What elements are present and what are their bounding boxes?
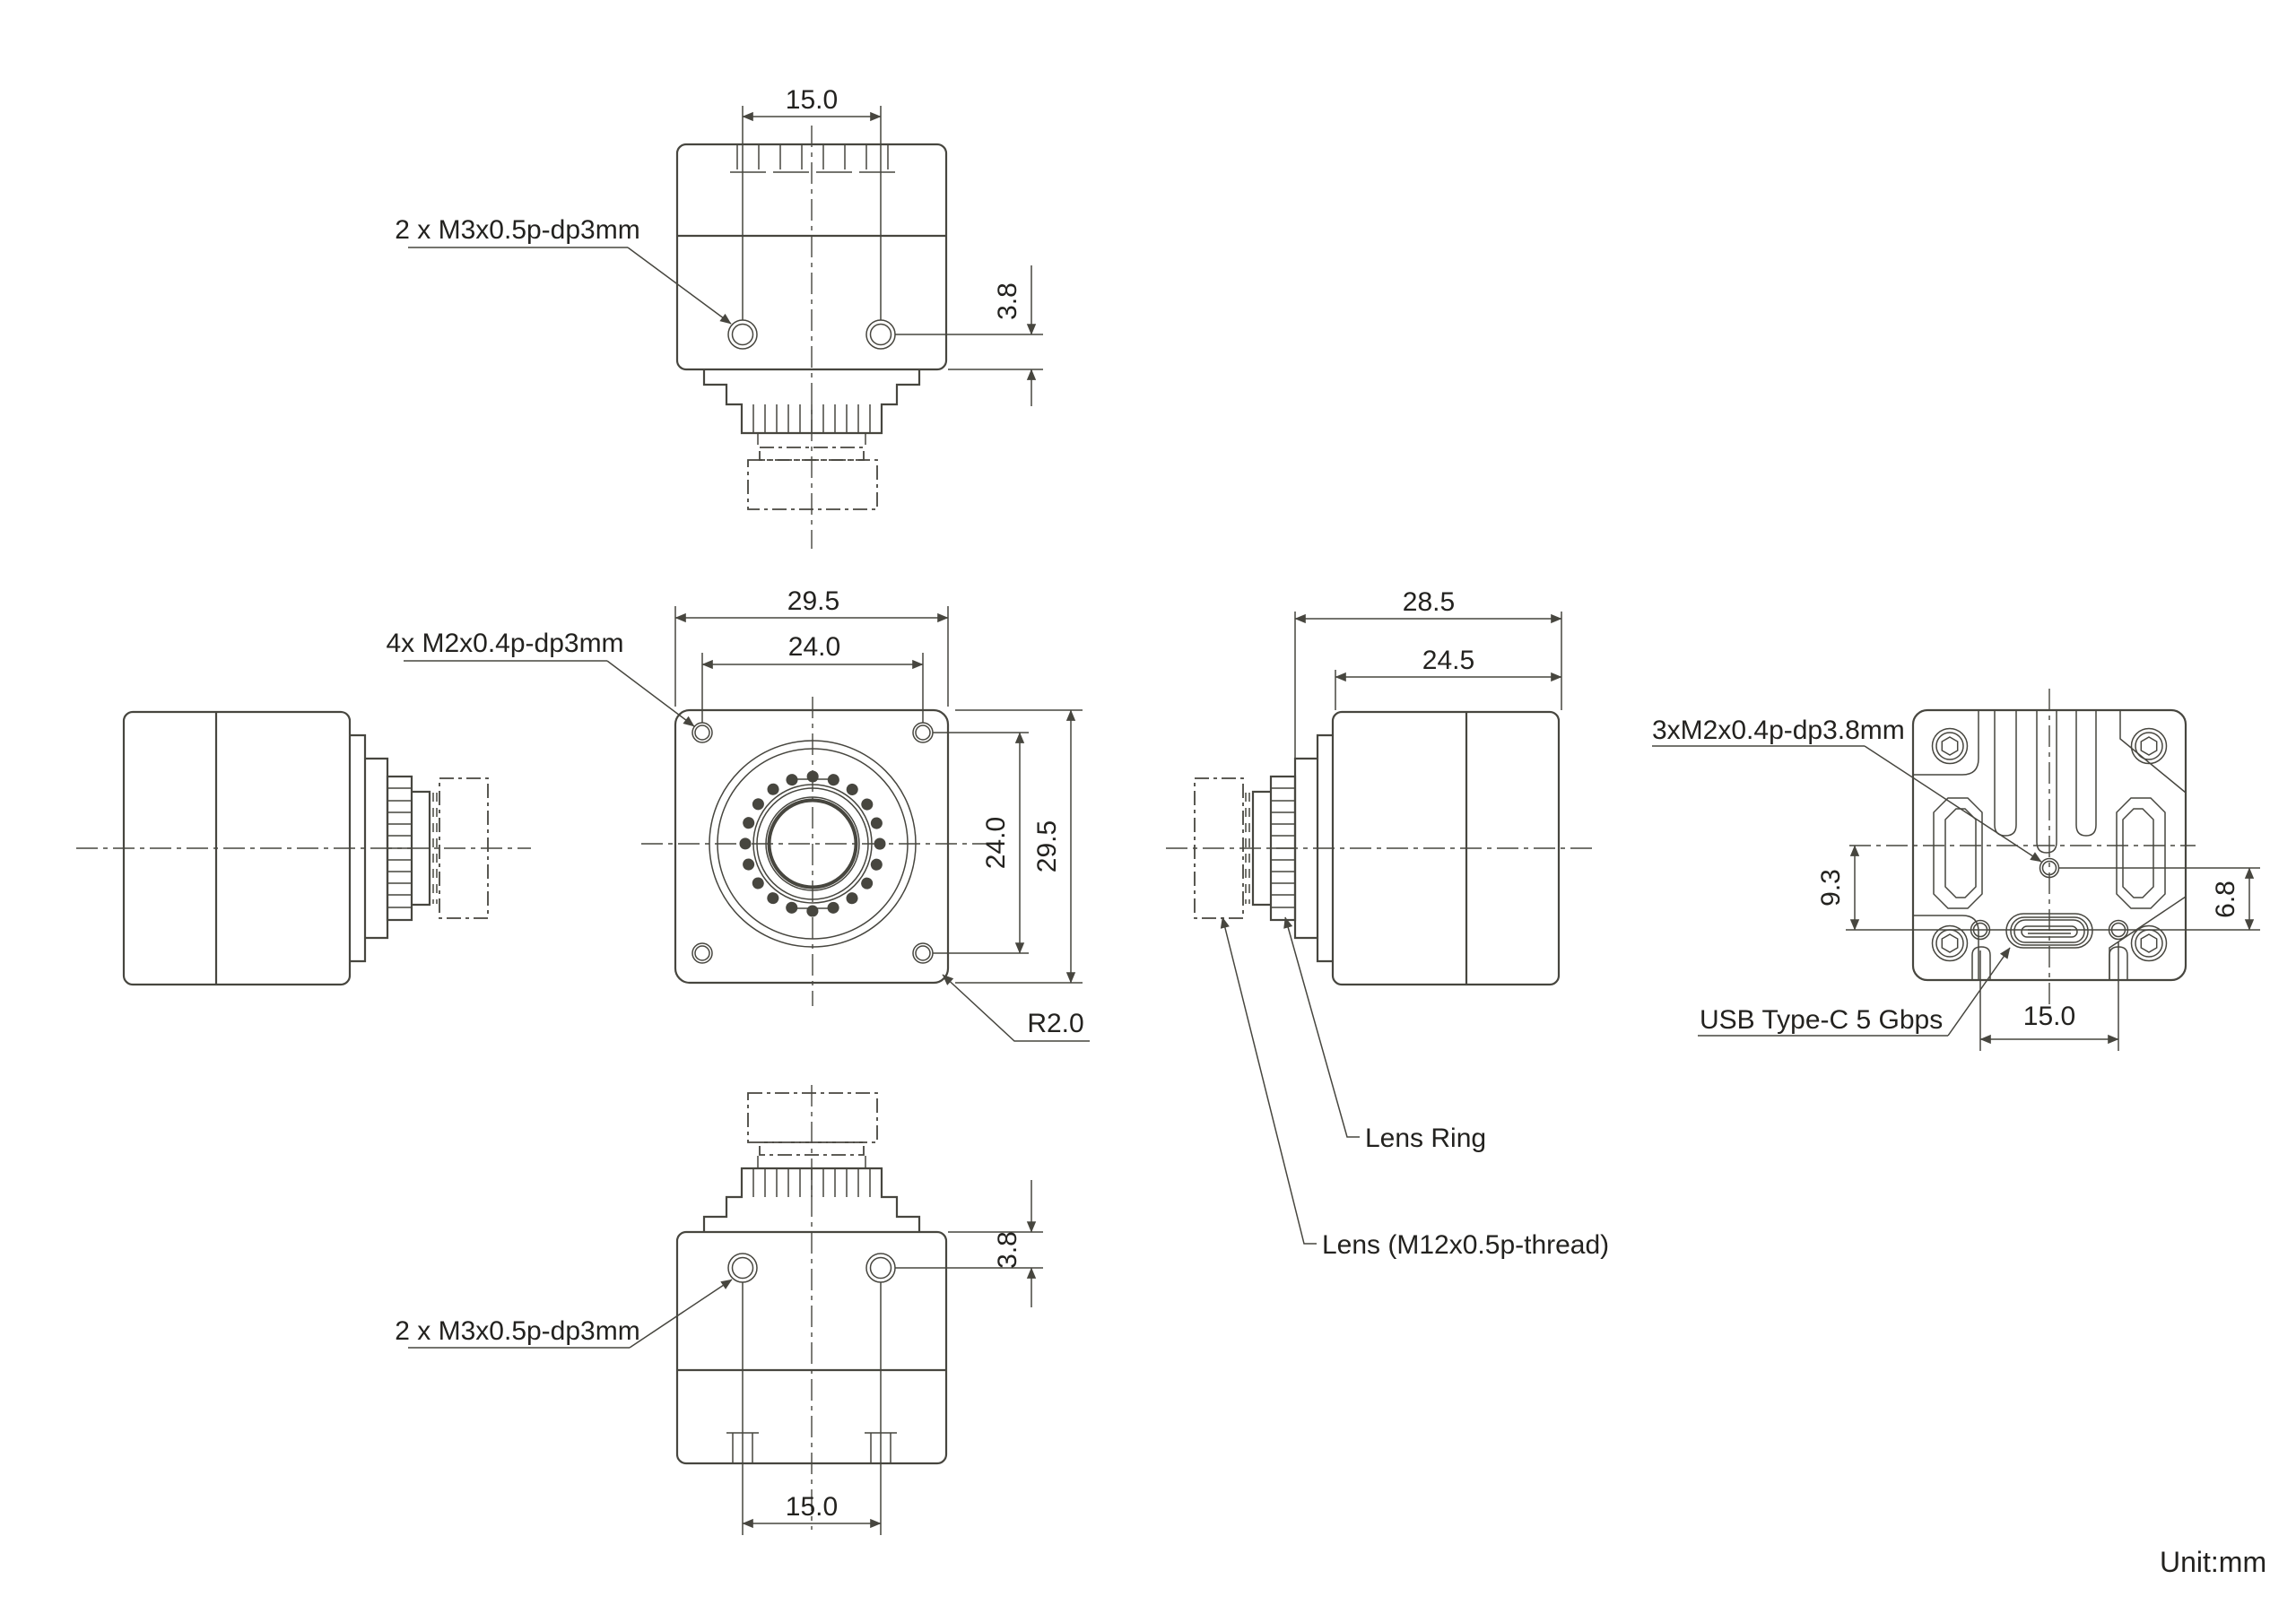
callout-text: Lens Ring [1365, 1124, 1487, 1153]
callout-text: USB Type-C 5 Gbps [1700, 1005, 1944, 1035]
callout-text: 4x M2x0.4p-dp3mm [386, 629, 624, 658]
back-view [1652, 689, 2260, 1051]
dim-text: 15.0 [2022, 1002, 2076, 1031]
callout-text: 2 x M3x0.5p-dp3mm [395, 1316, 640, 1346]
dim-text: 29.5 [1032, 820, 1062, 873]
thread-hole-center [2040, 859, 2059, 878]
lens-ring-callout [1285, 917, 1486, 1153]
dim-depth-body [1335, 646, 1561, 710]
dim-text: 3.8 [993, 282, 1022, 320]
lens-callout [1222, 917, 1609, 1260]
hole-callout [395, 215, 731, 324]
phantom-lens [748, 447, 877, 509]
thread-callout [1652, 716, 2041, 862]
callout-text: Lens (M12x0.5p-thread) [1322, 1230, 1610, 1260]
dim-text: R2.0 [1027, 1009, 1084, 1038]
heatsink-grooves [1995, 710, 2096, 853]
dim-text: 15.0 [785, 85, 839, 115]
corner-radius-callout [943, 975, 1090, 1041]
phantom-lens [748, 1093, 877, 1155]
dim-hole-offset [895, 1180, 1043, 1307]
callout-text: 3xM2x0.4p-dp3.8mm [1652, 716, 1905, 745]
dim-text: 24.5 [1422, 646, 1475, 675]
dim-text: 6.8 [2211, 881, 2240, 918]
right-side-view [1166, 587, 1609, 1260]
hole-callout [395, 1280, 732, 1348]
dim-text: 28.5 [1402, 587, 1456, 617]
dim-text: 9.3 [1816, 869, 1846, 907]
dim-left-offset [1816, 846, 1855, 930]
knurl-teeth [387, 788, 412, 907]
unit-note: Unit:mm [2160, 1546, 2267, 1578]
dim-height-overall [955, 710, 1083, 983]
top-view [395, 85, 1043, 549]
dim-text: 3.8 [993, 1231, 1022, 1269]
usb-callout [1698, 948, 2010, 1036]
dim-right-offset [2211, 868, 2249, 930]
dim-text: 15.0 [785, 1492, 839, 1522]
front-view [386, 586, 1090, 1041]
bottom-view [395, 1085, 1043, 1535]
dim-text: 29.5 [787, 586, 840, 616]
dim-text: 24.0 [787, 632, 841, 662]
knurl-teeth [1271, 788, 1295, 907]
callout-text: 2 x M3x0.5p-dp3mm [395, 215, 640, 245]
dim-text: 24.0 [981, 816, 1011, 870]
heatsink-fins [730, 144, 895, 172]
left-side-view [76, 712, 531, 985]
hole-callout [386, 629, 694, 726]
